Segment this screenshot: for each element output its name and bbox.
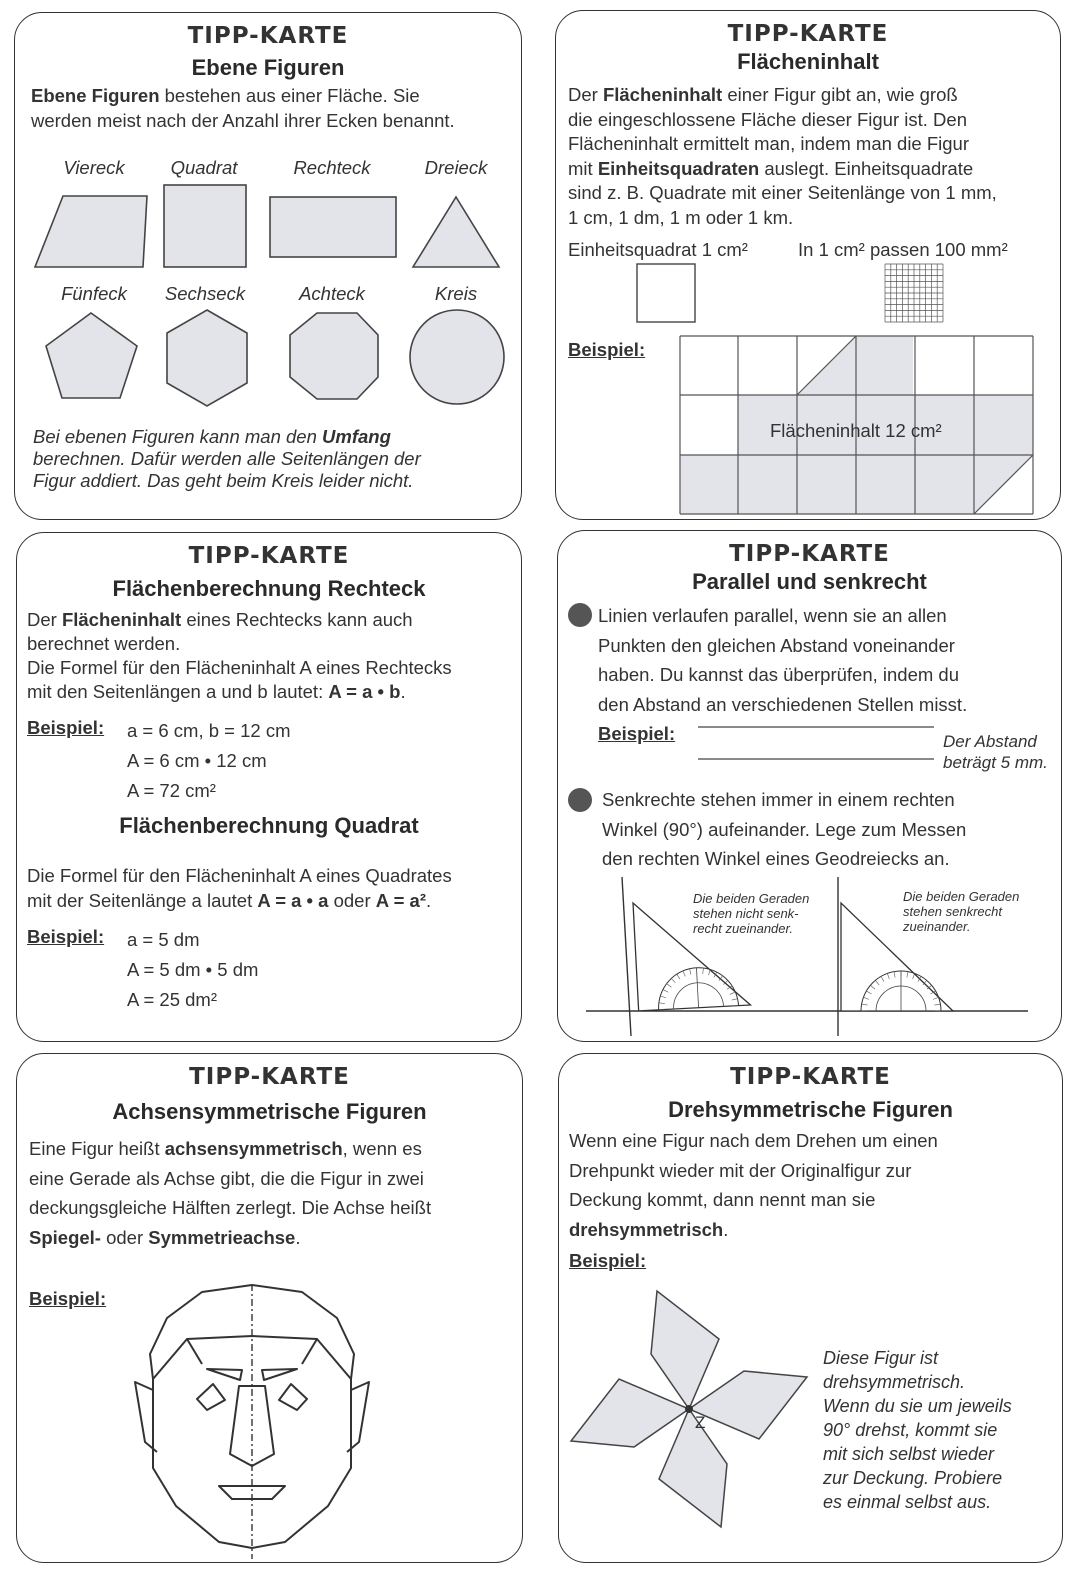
card-header: TIPP-KARTE xyxy=(730,1064,891,1090)
shapes-illustration xyxy=(15,13,523,413)
card-title: Achsensymmetrische Figuren xyxy=(112,1099,427,1124)
mm-label: In 1 cm² passen 100 mm² xyxy=(798,239,1008,260)
achteck-shape xyxy=(290,313,378,399)
face-illustration xyxy=(17,1054,524,1564)
card-parallel-senkrecht xyxy=(557,530,1062,1042)
shape-label: Sechseck xyxy=(164,283,246,304)
viereck-shape xyxy=(35,196,147,267)
card-title: Flächenberechnung Rechteck xyxy=(112,576,426,601)
body-text: Eine Figur heißt achsensymmetrisch, wenn es eine Gerade als Achse gibt, die die Figur in zwei deckungsgleiche Hälften zerlegt. Die Achse heißt Spiegel- oder Symmetrieachse. xyxy=(29,1138,432,1248)
note-perpendicular: Die beiden Geraden stehen senkrecht zueinander. xyxy=(903,889,1020,934)
star-arm xyxy=(651,1291,719,1409)
quadrat-text: Die Formel für den Flächeninhalt A eines Quadrates mit der Seitenlänge a lautet A = a • a oder A = a². xyxy=(27,865,452,911)
rechteck-shape xyxy=(270,197,396,257)
example-label: Beispiel: xyxy=(568,339,646,360)
example-label: Beispiel: xyxy=(569,1250,647,1271)
kreis-shape xyxy=(410,310,504,404)
footer-text: Bei ebenen Figuren kann man den Umfang berechnen. Dafür werden alle Seitenlängen der Figur addiert. Das geht beim Kreis leider nicht. xyxy=(33,426,421,491)
star-arm xyxy=(571,1379,689,1447)
example-label: Beispiel: xyxy=(27,926,105,947)
example-label: Beispiel: xyxy=(27,717,105,738)
center-label: Z xyxy=(695,1413,706,1432)
body-text: Der Flächeninhalt einer Figur gibt an, wie groß die eingeschlossene Fläche dieser Figur ist. Den Flächeninhalt ermittelt man, indem man die Figur mit Einheitsquadraten auslegt. Einheitsquadrate sind z. B. Quadrate mit einer Seitenlänge von 1 mm, 1 cm, 1 dm, 1 m oder 1 km. xyxy=(568,84,997,228)
shape-label: Dreieck xyxy=(424,157,488,178)
example-label: Beispiel: xyxy=(598,723,676,744)
example-quadrat: a = 5 dm A = 5 dm • 5 dm A = 25 dm² xyxy=(127,929,259,1010)
shape-label: Viereck xyxy=(63,157,125,178)
card-header: TIPP-KARTE xyxy=(188,543,350,569)
card-ebene-figuren xyxy=(14,12,522,520)
card-title: Ebene Figuren xyxy=(191,55,345,80)
area-illustration xyxy=(556,11,1062,521)
shape-label: Rechteck xyxy=(293,157,371,178)
card-drehsymmetrie xyxy=(558,1053,1063,1563)
example-rechteck: a = 6 cm, b = 12 cm A = 6 cm • 12 cm A = 72 cm² xyxy=(127,720,291,801)
geodreieck-illustration xyxy=(558,531,1063,1043)
card-flaechenberechnung xyxy=(16,532,522,1042)
note-not-perpendicular: Die beiden Geraden stehen nicht senk- recht zueinander. xyxy=(693,891,810,936)
shape-label: Fünfeck xyxy=(61,283,127,304)
shape-label: Quadrat xyxy=(170,157,238,178)
fuenfeck-shape xyxy=(46,313,137,398)
card-header: TIPP-KARTE xyxy=(729,541,890,567)
area-label: Flächeninhalt 12 cm² xyxy=(770,420,942,441)
body-text: Wenn eine Figur nach dem Drehen um einen Drehpunkt wieder mit der Originalfigur zur Deckung kommt, dann nennt man sie drehsymmetrisch. xyxy=(569,1130,938,1240)
card-title: Drehsymmetrische Figuren xyxy=(668,1097,953,1122)
example-label: Beispiel: xyxy=(29,1288,107,1309)
unit-square xyxy=(637,264,695,322)
sechseck-shape xyxy=(167,310,247,406)
card-flaecheninhalt xyxy=(555,10,1061,520)
unit-square-label: Einheitsquadrat 1 cm² xyxy=(568,239,748,260)
card-subtitle: Flächenberechnung Quadrat xyxy=(119,813,419,838)
senkrecht-text: Senkrechte stehen immer in einem rechten Winkel (90°) aufeinander. Lege zum Messen den rechten Winkel eines Geodreiecks an. xyxy=(602,789,967,869)
dreieck-shape xyxy=(413,197,499,267)
intro-text: Ebene Figuren bestehen aus einer Fläche. Sie werden meist nach der Anzahl ihrer Ecken benannt. xyxy=(31,85,455,131)
card-title: Flächeninhalt xyxy=(737,49,879,74)
card-header: TIPP-KARTE xyxy=(187,23,349,49)
card-title: Parallel und senkrecht xyxy=(692,569,927,594)
card-header: TIPP-KARTE xyxy=(727,21,889,47)
star-arm xyxy=(659,1409,727,1527)
shape-label: Kreis xyxy=(434,283,478,304)
distance-note: Der Abstand beträgt 5 mm. xyxy=(943,732,1048,772)
star-note: Diese Figur ist drehsymmetrisch. Wenn du sie um jeweils 90° drehst, kommt sie mit sich selbst wieder zur Deckung. Probiere es einmal selbst aus. xyxy=(823,1348,1012,1512)
parallel-text: Linien verlaufen parallel, wenn sie an allen Punkten den gleichen Abstand voneinander haben. Du kannst das überprüfen, indem du den Abstand an verschiedenen Stellen misst. xyxy=(598,605,968,715)
star-arm xyxy=(689,1371,807,1439)
shape-label: Achteck xyxy=(299,283,365,304)
rotation-center xyxy=(685,1405,693,1413)
body-text: Der Flächeninhalt eines Rechtecks kann auch berechnet werden. Die Formel für den Flächeninhalt A eines Rechtecks mit den Seitenlängen a und b lautet: A = a • b. xyxy=(27,609,452,702)
quadrat-shape xyxy=(164,185,246,267)
card-header: TIPP-KARTE xyxy=(189,1064,350,1090)
mm-grid xyxy=(885,264,943,322)
card-achsensymmetrie xyxy=(16,1053,523,1563)
